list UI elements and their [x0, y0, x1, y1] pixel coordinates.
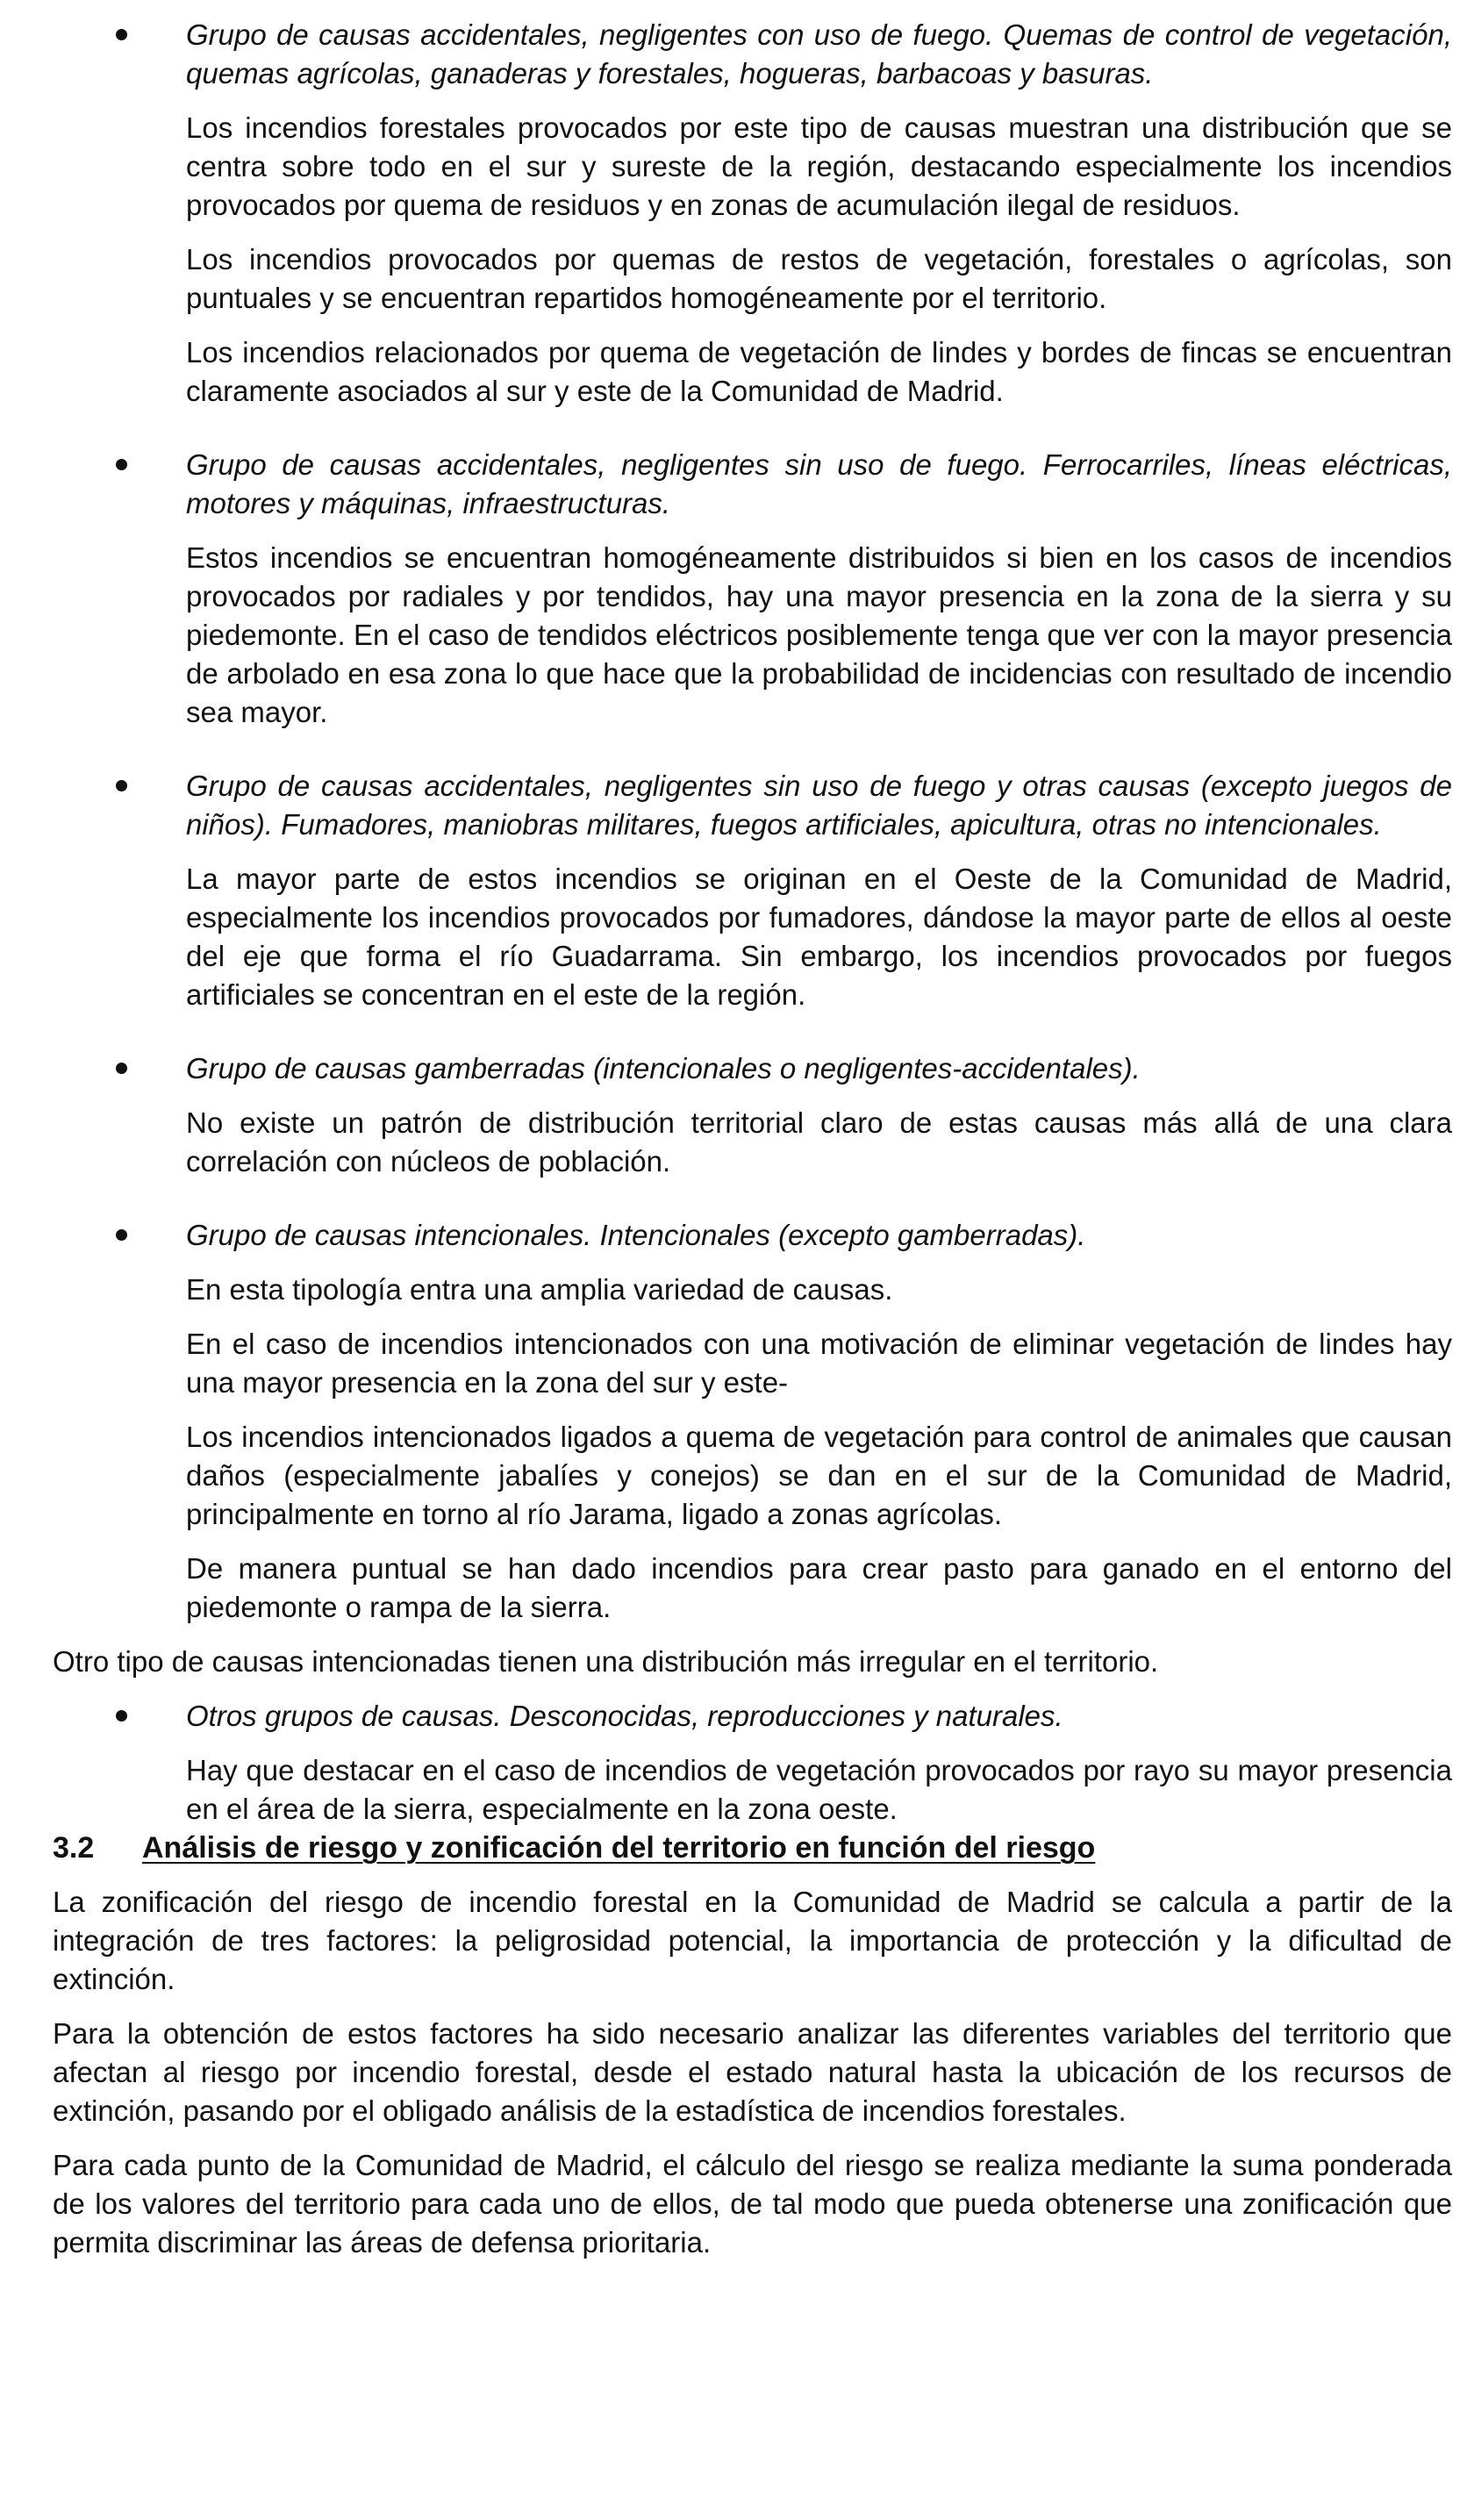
- cause-group-accidental-other: [53, 767, 1452, 1014]
- bullet-icon: [116, 1710, 127, 1722]
- body-paragraph: Los incendios forestales provocados por este tipo de causas muestran una distribución que se centra sobre todo en el sur y sureste de la región, destacando especialmente los incendios provocados por quema de residuos y en zonas de acumulación ilegal de residuos.: [186, 111, 1452, 221]
- bullet-title: Grupo de causas intencionales. Intencionales (excepto gamberradas).: [186, 1219, 1086, 1251]
- cause-group-accidental-with-fire: [53, 16, 1452, 411]
- bullet-title: Grupo de causas accidentales, negligentes sin uso de fuego. Ferrocarriles, líneas eléctricas, motores y máquinas, infraestructuras.: [186, 448, 1452, 519]
- body-paragraph: En el caso de incendios intencionados con una motivación de eliminar vegetación de lindes hay una mayor presencia en la zona del sur y este-: [186, 1328, 1452, 1399]
- section-number: 3.2: [53, 1831, 95, 1865]
- bullet-title: Grupo de causas gamberradas (intencionales o negligentes-accidentales).: [186, 1052, 1141, 1085]
- body-paragraph: Para cada punto de la Comunidad de Madrid, el cálculo del riesgo se realiza mediante la suma ponderada de los valores del territorio para cada uno de ellos, de tal modo que pueda obtenerse una zonificación que permita discriminar las áreas de defensa prioritaria.: [53, 2149, 1452, 2259]
- section-title: Análisis de riesgo y zonificación del territorio en función del riesgo: [142, 1831, 1096, 1865]
- cause-group-gamberradas: [53, 1049, 1452, 1181]
- cause-group-other: [53, 1697, 1452, 1829]
- body-paragraph: Los incendios relacionados por quema de vegetación de lindes y bordes de fincas se encuentran claramente asociados al sur y este de la Comunidad de Madrid.: [186, 336, 1452, 407]
- section-heading: [53, 1829, 1452, 1867]
- body-paragraph: Hay que destacar en el caso de incendios de vegetación provocados por rayo su mayor presencia en el área de la sierra, especialmente en la zona oeste.: [186, 1754, 1452, 1825]
- body-paragraph: La mayor parte de estos incendios se originan en el Oeste de la Comunidad de Madrid, especialmente los incendios provocados por fumadores, dándose la mayor parte de ellos al oeste del eje que forma el río Guadarrama. Sin embargo, los incendios provocados por fuegos artificiales se concentran en el este de la región.: [186, 863, 1452, 1011]
- bullet-item: [53, 446, 1452, 523]
- bullet-item: [53, 1216, 1452, 1255]
- bullet-item: [53, 1697, 1452, 1736]
- body-paragraph: De manera puntual se han dado incendios para crear pasto para ganado en el entorno del piedemonte o rampa de la sierra.: [186, 1552, 1452, 1623]
- bullet-item: [53, 767, 1452, 844]
- body-paragraph: Para la obtención de estos factores ha sido necesario analizar las diferentes variables del territorio que afectan al riesgo por incendio forestal, desde el estado natural hasta la ubicación de los recursos de extinción, pasando por el obligado análisis de la estadística de incendios forestales.: [53, 2017, 1452, 2127]
- bullet-title: Grupo de causas accidentales, negligentes con uso de fuego. Quemas de control de vegetación, quemas agrícolas, ganaderas y forestales, hogueras, barbacoas y basuras.: [186, 18, 1452, 89]
- bullet-title: Otros grupos de causas. Desconocidas, reproducciones y naturales.: [186, 1700, 1063, 1732]
- bullet-icon: [116, 1063, 127, 1074]
- bullet-item: [53, 1049, 1452, 1088]
- bullet-icon: [116, 29, 127, 40]
- body-paragraph: En esta tipología entra una amplia variedad de causas.: [186, 1273, 893, 1306]
- body-paragraph: Los incendios provocados por quemas de restos de vegetación, forestales o agrícolas, son puntuales y se encuentran repartidos homogéneamente por el territorio.: [186, 243, 1452, 314]
- body-paragraph: Estos incendios se encuentran homogéneamente distribuidos si bien en los casos de incendios provocados por radiales y por tendidos, hay una mayor presencia en la zona de la sierra y su piedemonte. En el caso de tendidos eléctricos posiblemente tenga que ver con la mayor presencia de arbolado en esa zona lo que hace que la probabilidad de incidencias con resultado de incendio sea mayor.: [186, 541, 1452, 728]
- body-paragraph: Los incendios intencionados ligados a quema de vegetación para control de animales que causan daños (especialmente jabalíes y conejos) se dan en el sur de la Comunidad de Madrid, principalmente en torno al río Jarama, ligado a zonas agrícolas.: [186, 1421, 1452, 1530]
- bullet-title: Grupo de causas accidentales, negligentes sin uso de fuego y otras causas (excepto juegos de niños). Fumadores, maniobras militares, fuegos artificiales, apicultura, otras no intencionales.: [186, 770, 1452, 841]
- document-page: [53, 16, 1452, 2262]
- body-paragraph: La zonificación del riesgo de incendio forestal en la Comunidad de Madrid se calcula a partir de la integración de tres factores: la peligrosidad potencial, la importancia de protección y la dificultad de extinción.: [53, 1886, 1452, 1995]
- body-paragraph: No existe un patrón de distribución territorial claro de estas causas más allá de una clara correlación con núcleos de población.: [186, 1106, 1452, 1178]
- bullet-icon: [116, 780, 127, 791]
- cause-group-accidental-without-fire: [53, 446, 1452, 732]
- bullet-item: [53, 16, 1452, 93]
- bullet-icon: [116, 459, 127, 470]
- cause-group-intentional: [53, 1216, 1452, 1627]
- standalone-paragraph: Otro tipo de causas intencionadas tienen una distribución más irregular en el territorio.: [53, 1645, 1159, 1678]
- bullet-icon: [116, 1229, 127, 1241]
